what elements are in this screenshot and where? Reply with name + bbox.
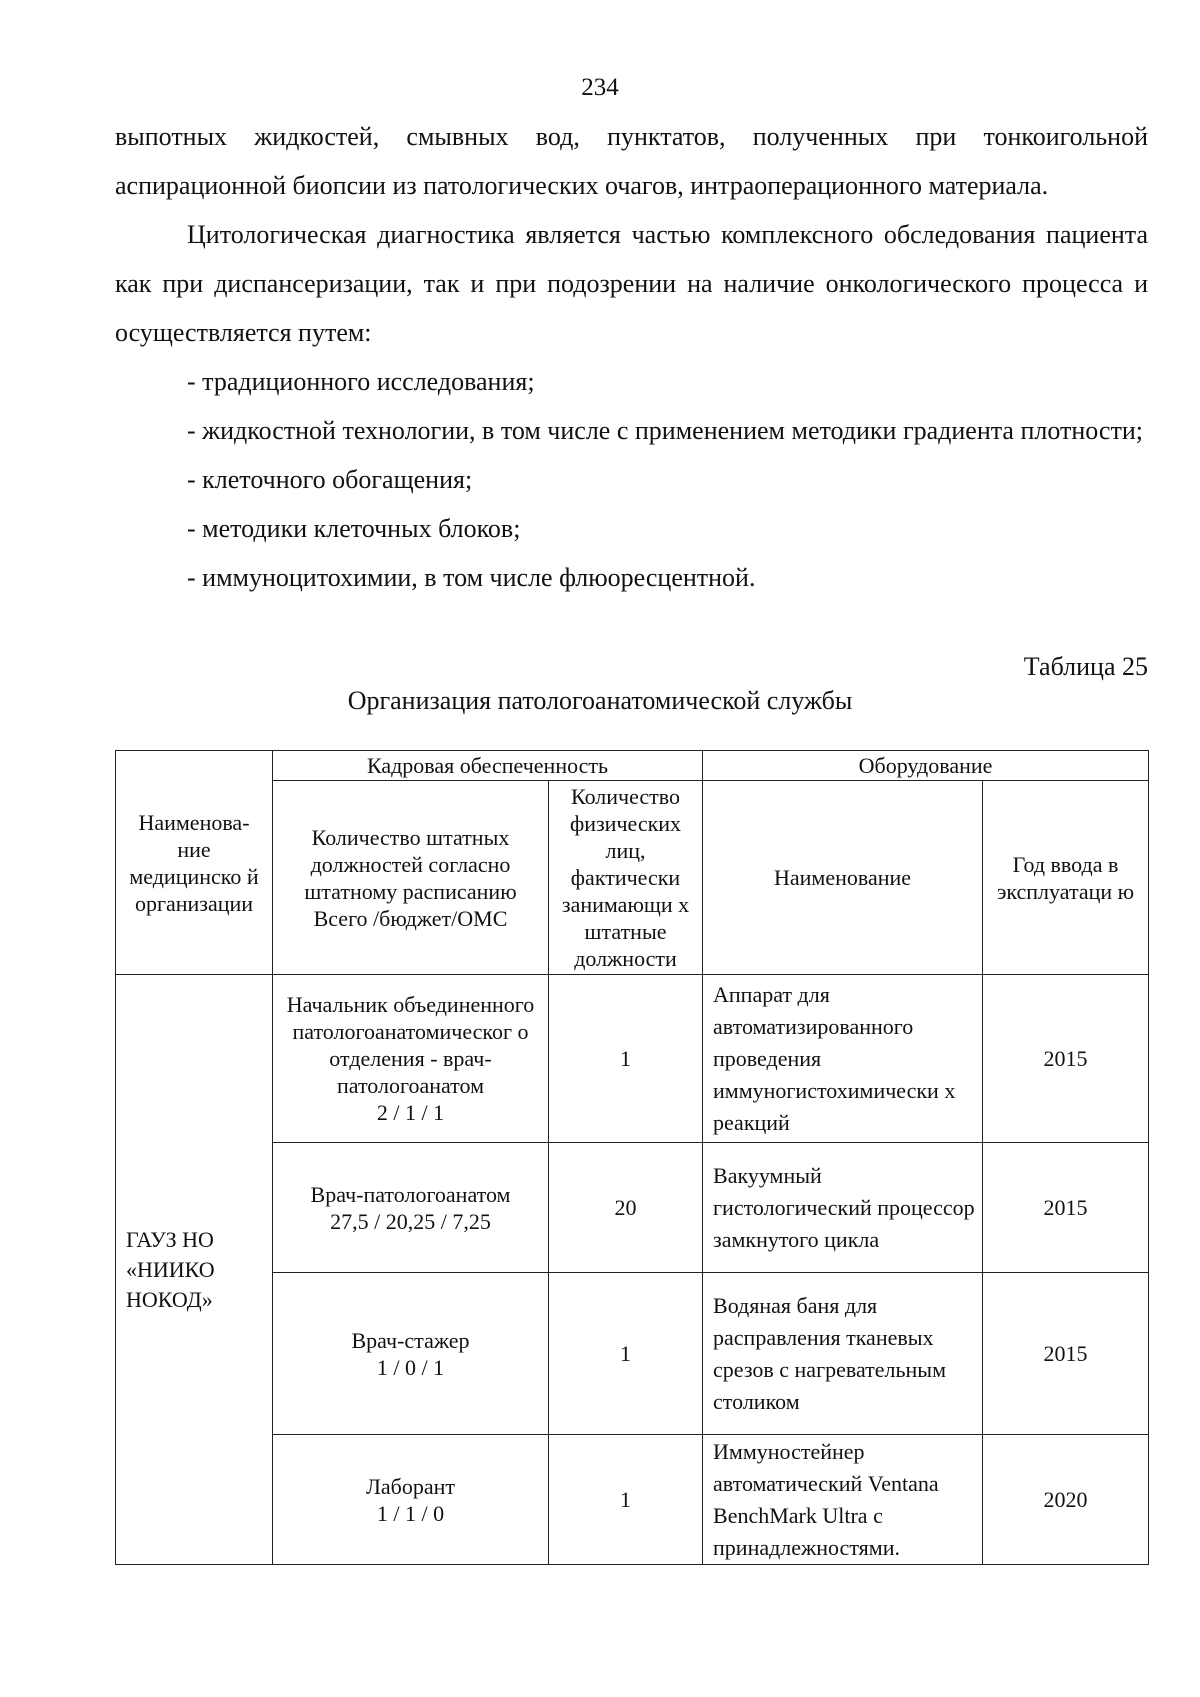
list-item-2: - жидкостной технологии, в том числе с применением методики градиента плотности; [187, 416, 1143, 445]
header-year: Год ввода в эксплуатаци ю [983, 781, 1149, 975]
position-counts: 27,5 / 20,25 / 7,25 [330, 1208, 491, 1234]
persons-cell: 1 [549, 1435, 703, 1565]
position-counts: 1 / 1 / 0 [376, 1500, 445, 1526]
paragraph-1: выпотных жидкостей, смывных вод, пунктатов, полученных при тонкоигольной аспирационной биопсии из патологических очагов, интраоперационного материала. [115, 122, 1148, 200]
table-header-row-1 [116, 751, 1149, 781]
equipment-cell: Водяная баня для расправления тканевых срезов с нагревательным столиком [703, 1273, 983, 1435]
position-name: Начальник объединенного патологоанатомическог о отделения - врач-патологоанатом [286, 992, 535, 1098]
persons-cell: 20 [549, 1143, 703, 1273]
equipment-cell: Вакуумный гистологический процессор замкнутого цикла [703, 1143, 983, 1273]
header-equipment: Оборудование [703, 751, 1149, 781]
year-cell: 2015 [983, 1273, 1149, 1435]
list-item-3: - клеточного обогащения; [187, 465, 473, 494]
position-counts: 1 / 0 / 1 [376, 1354, 445, 1380]
position-cell [273, 1273, 549, 1435]
year-cell: 2015 [983, 1143, 1149, 1273]
persons-cell: 1 [549, 1273, 703, 1435]
header-org-name: Наименова-ние медицинско й организации [116, 751, 273, 975]
page-number: 234 [581, 74, 619, 101]
position-name: Лаборант [365, 1473, 456, 1499]
header-staff-positions: Количество штатных должностей согласно штатному расписанию Всего /бюджет/ОМС [273, 781, 549, 975]
header-physical-persons: Количество физических лиц, фактически занимающи х штатные должности [549, 781, 703, 975]
list-item-5: - иммуноцитохимии, в том числе флюоресцентной. [187, 563, 756, 592]
table-row [116, 975, 1149, 1143]
paragraph-2: Цитологическая диагностика является частью комплексного обследования пациента как при диспансеризации, так и при подозрении на наличие онкологического процесса и осуществляется путем: [115, 220, 1148, 347]
list-item-4: - методики клеточных блоков; [187, 514, 521, 543]
year-cell: 2020 [983, 1435, 1149, 1565]
header-staffing: Кадровая обеспеченность [273, 751, 703, 781]
list-item-1: - традиционного исследования; [187, 367, 535, 396]
table-label: Таблица 25 [1023, 652, 1148, 681]
position-counts: 2 / 1 / 1 [376, 1100, 445, 1125]
body-text [115, 112, 1148, 602]
equipment-cell: Иммуностейнер автоматический Ventana BenchMark Ultra с принадлежностями. [703, 1435, 983, 1565]
table-title: Организация патологоанатомической службы [347, 686, 853, 715]
organization-table [115, 750, 1149, 1565]
position-name: Врач-патологоанатом [310, 1181, 511, 1207]
year-cell: 2015 [983, 975, 1149, 1143]
position-cell [273, 1435, 549, 1565]
position-name: Врач-стажер [351, 1327, 470, 1353]
position-cell [273, 1143, 549, 1273]
header-equipment-name: Наименование [703, 781, 983, 975]
organization-cell: ГАУЗ НО «НИИКО НОКОД» [116, 975, 273, 1565]
persons-cell: 1 [549, 975, 703, 1143]
equipment-cell: Аппарат для автоматизированного проведения иммуногистохимически х реакций [703, 975, 983, 1143]
position-cell [273, 975, 549, 1143]
